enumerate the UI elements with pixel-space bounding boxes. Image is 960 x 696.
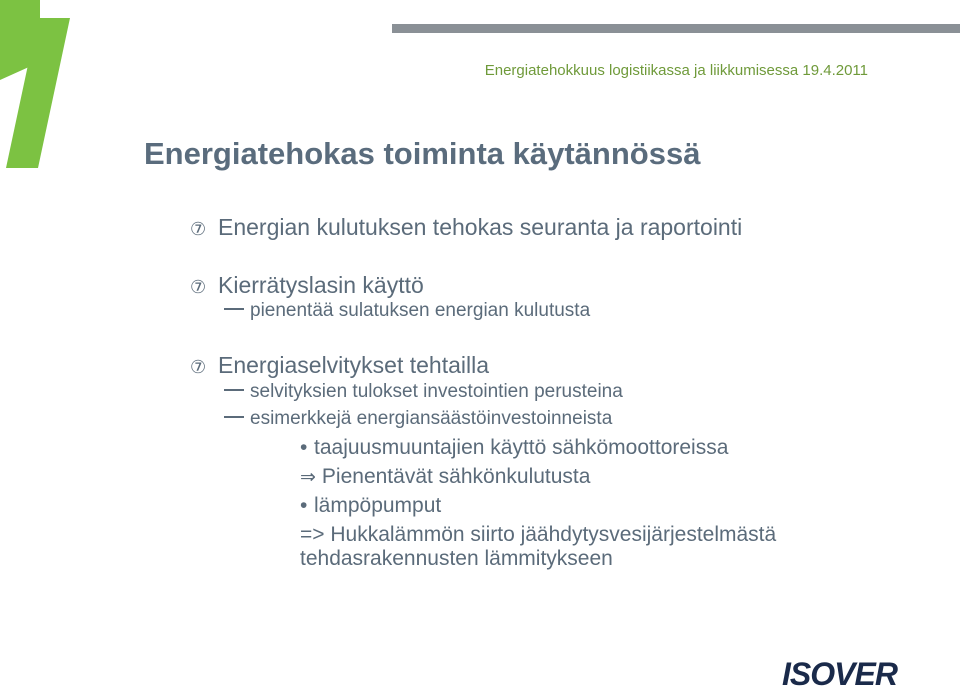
list-item-text: lämpöpumput: [314, 494, 442, 517]
bullet-3-sub-1-text: selvityksien tulokset investointien perusteina: [250, 381, 623, 402]
list-item: [300, 494, 441, 518]
bullet-3-sub-2-text: esimerkkejä energiansäästöinvestoinneista: [250, 408, 613, 429]
bullet-2-sub-1-text: pienentää sulatuksen energian kulutusta: [250, 300, 591, 321]
list-item: [300, 436, 728, 460]
double-arrow-icon: ⇒: [300, 467, 316, 488]
bullet-2-text: Kierrätyslasin käyttö: [218, 272, 424, 298]
clock-bullet-icon: ⑦: [190, 219, 207, 239]
dot-icon: •: [300, 436, 308, 459]
logo-text: ISOVER: [782, 656, 897, 692]
dash-icon: [224, 416, 244, 418]
list-item-result-text: Pienentävät sähkönkulutusta: [321, 465, 591, 488]
slide-title: Energiatehokas toiminta käytännössä: [144, 136, 701, 171]
bullet-2-sub-1: [224, 300, 590, 322]
list-item-result-text: => Hukkalämmön siirto jäähdytysvesijärjestelmästä: [300, 523, 777, 546]
list-item-result-continued: [300, 547, 613, 571]
bullet-2: [190, 272, 424, 299]
list-item-result-text: tehdasrakennusten lämmitykseen: [300, 547, 613, 570]
header-text: Energiatehokkuus logistiikassa ja liikkumisessa 19.4.2011: [484, 62, 868, 79]
grey-header-bar: [392, 24, 960, 33]
isover-logo: [782, 656, 897, 693]
bullet-3-sub-2: [224, 408, 612, 430]
bullet-3-sub-1: [224, 381, 623, 403]
list-item-result: [300, 465, 590, 489]
bullet-3-text: Energiaselvitykset tehtailla: [218, 352, 490, 378]
dot-icon: •: [300, 494, 308, 517]
dash-icon: [224, 308, 244, 310]
bullet-1: [190, 214, 742, 241]
bullet-1-text: Energian kulutuksen tehokas seuranta ja raportointi: [218, 214, 743, 240]
list-item-result: [300, 523, 776, 547]
bullet-3: [190, 352, 489, 379]
dash-icon: [224, 389, 244, 391]
clock-bullet-icon: ⑦: [190, 357, 207, 377]
green-stripe-decoration: [0, 0, 80, 170]
clock-bullet-icon: ⑦: [190, 277, 207, 297]
list-item-text: taajuusmuuntajien käyttö sähkömoottoreissa: [314, 436, 729, 459]
